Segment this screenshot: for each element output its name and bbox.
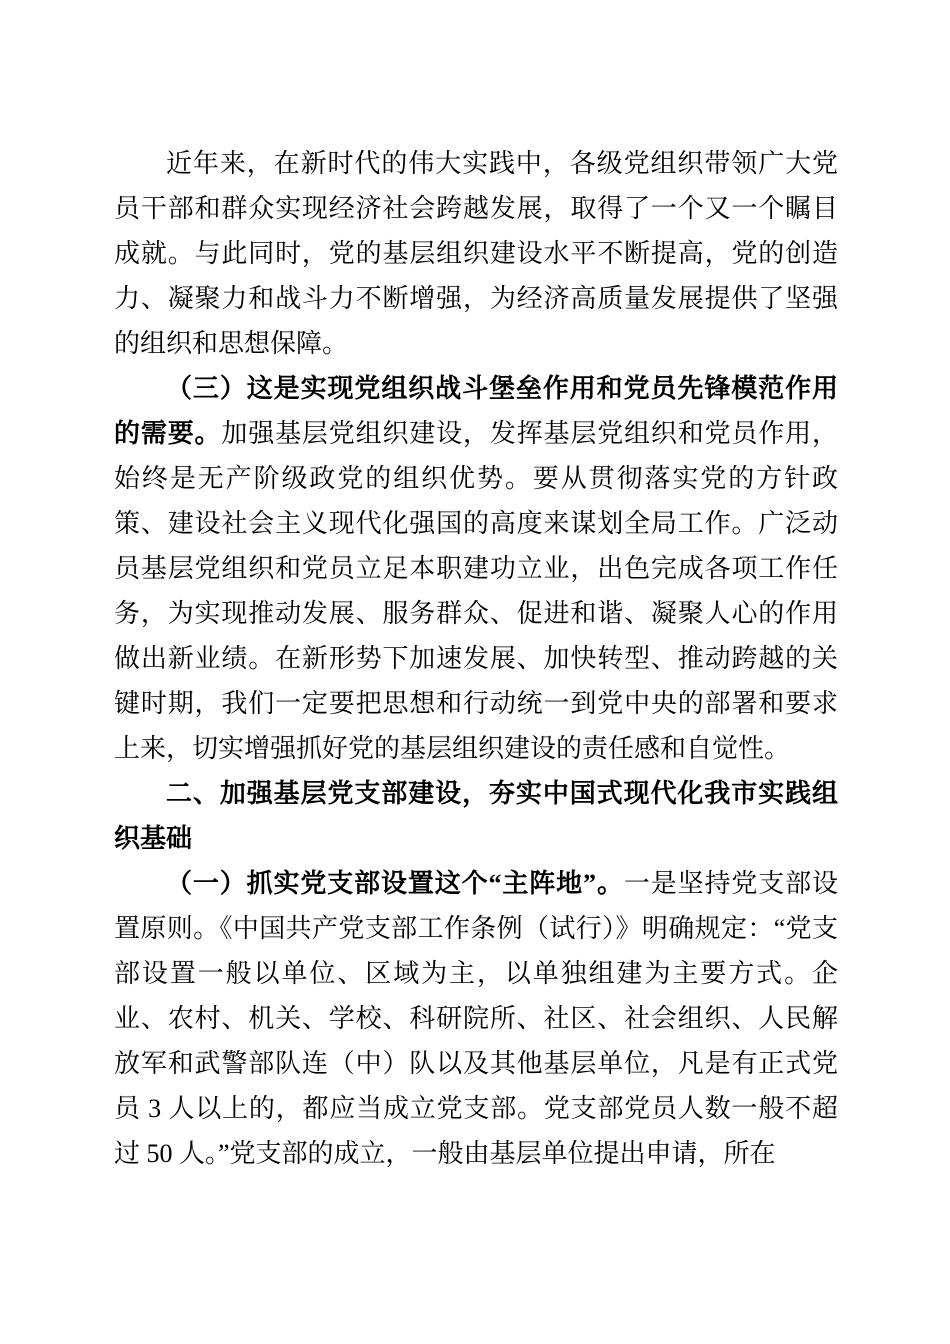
body-paragraph [114, 861, 838, 1176]
bold-text-run: 二、加强基层党支部建设，夯实中国式现代化我市实践组织基础 [114, 779, 838, 853]
body-paragraph [114, 366, 838, 771]
text-run: 加强基层党组织建设，发挥基层党组织和党员作用，始终是无产阶级政党的组织优势。要从贯彻落实党的方针政策、建设社会主义现代化强国的高度来谋划全局工作。广泛动员基层党组织和党员立足本职建功立业，出色完成各项工作任务，为实现推动发展、服务群众、促进和谐、凝聚人心的作用做出新业绩。在新形势下加速发展、加快转型、推动跨越的关键时期，我们一定要把思想和行动统一到党中央的部署和要求上来，切实增强抓好党的基层组织建设的责任感和自觉性。 [114, 419, 838, 763]
text-run: 一是坚持党支部设置原则。《中国共产党支部工作条例（试行）》明确规定：“党支部设置一般以单位、区域为主，以单独组建为主要方式。企业、农村、机关、学校、科研院所、社区、社会组织、人民解放军和武警部队连（中）队以及其他基层单位，凡是有正式党员 3 人以上的，都应当成立党支部。党支部党员人数一般不超过 50 人。”党支部的成立，一般由基层单位提出申请，所在 [114, 869, 838, 1168]
bold-text-run: （一）抓实党支部设置这个“主阵地”。 [166, 869, 624, 898]
text-run: 近年来，在新时代的伟大实践中，各级党组织带领广大党员干部和群众实现经济社会跨越发展，取得了一个又一个瞩目成就。与此同时，党的基层组织建设水平不断提高，党的创造力、凝聚力和战斗力不断增强，为经济高质量发展提供了坚强的组织和思想保障。 [114, 149, 838, 358]
section-heading [114, 771, 838, 861]
body-paragraph [114, 141, 838, 366]
bold-text-run: （三）这是实现党组织战斗堡垒作用和党员先锋模范作用的需要。 [114, 374, 838, 448]
document-body [114, 141, 838, 1176]
